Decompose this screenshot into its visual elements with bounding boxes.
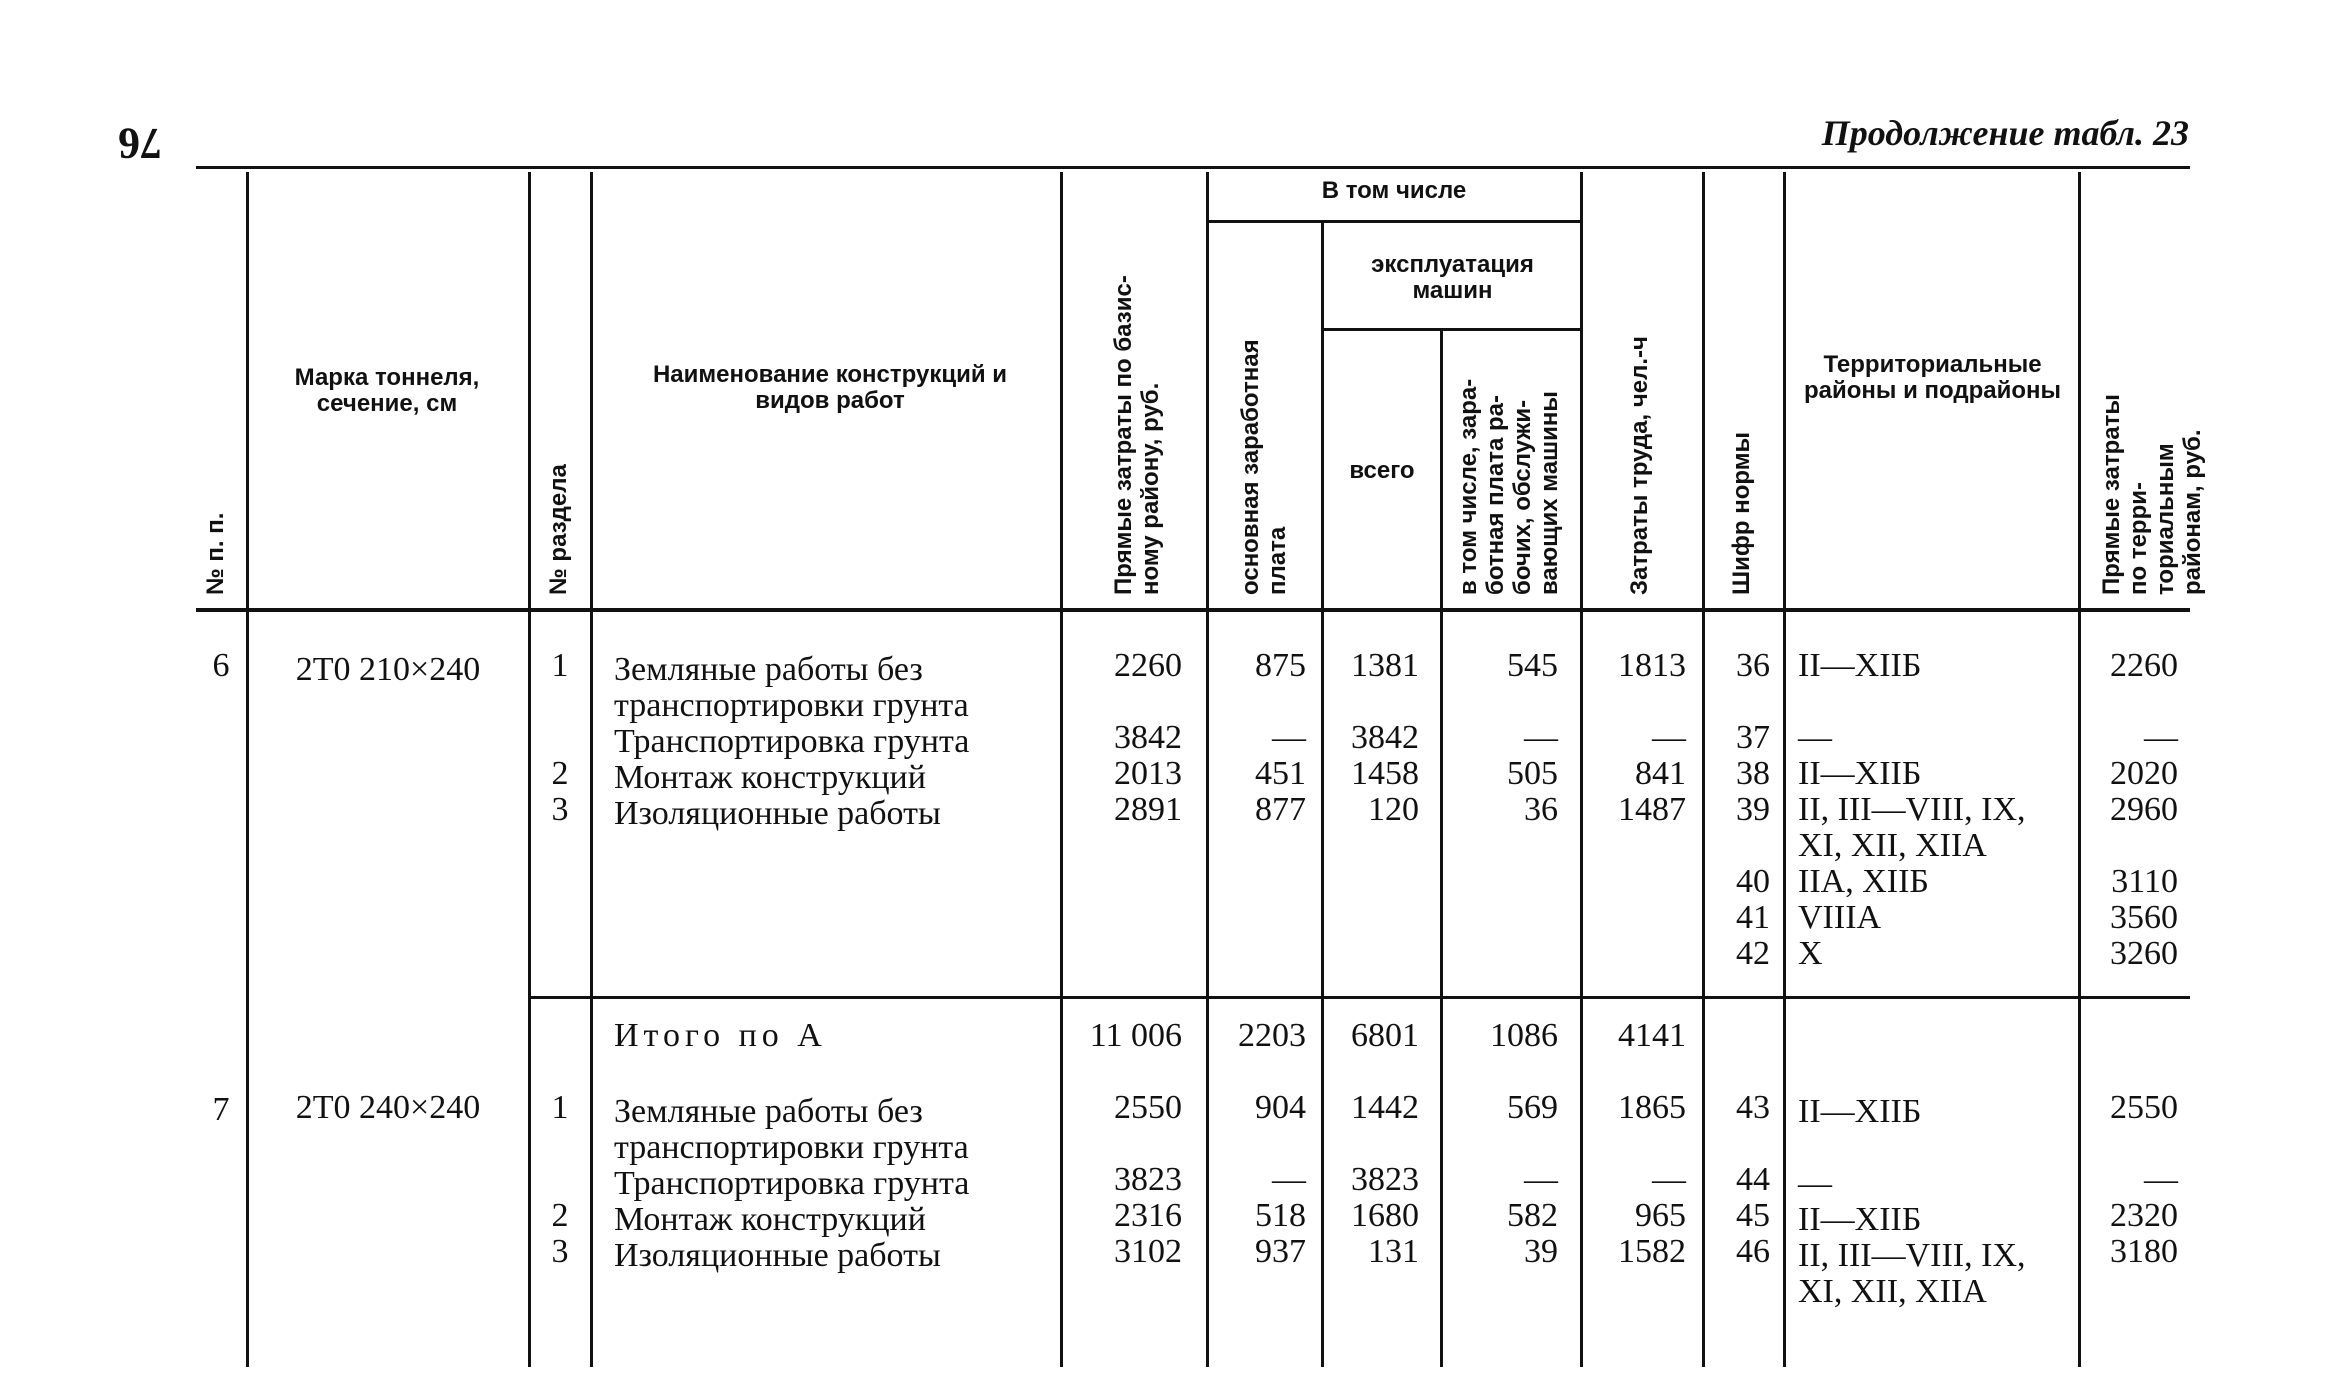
g1-direct-base: 2260 3842 2013 2891	[1114, 647, 1182, 828]
g1-norm-codes: 36 37 38 39 40 41 42	[1736, 647, 1770, 972]
col-line-6	[1321, 222, 1324, 1367]
col-line-8	[1580, 172, 1583, 1367]
col-line-11	[2078, 172, 2081, 1367]
rule-top	[196, 166, 2190, 169]
col-line-9	[1702, 172, 1705, 1367]
header-wage: основная заработная плата	[1237, 339, 1291, 595]
rule-header-bottom	[196, 608, 2190, 612]
header-machines: эксплуатация машин	[1371, 251, 1534, 304]
g1-labor: 1813 — 841 1487	[1618, 647, 1686, 828]
col-line-5	[1206, 172, 1209, 1367]
g2-sections: 1 2 3	[551, 1089, 569, 1270]
g2-regions: II—XIIБ — II—XIIБ II, III—VIII, IX, XI, XII, XIIA	[1798, 1093, 2026, 1310]
subtotal-direct-base: 11 006	[1089, 1017, 1182, 1054]
g1-machines-wage: 545 — 505 36	[1507, 647, 1558, 828]
g2-machines-total: 1442 3823 1680 131	[1351, 1089, 1419, 1270]
g2-direct-base: 2550 3823 2316 3102	[1114, 1089, 1182, 1270]
header-num: № п. п.	[202, 512, 229, 595]
header-name: Наименование конструкций и видов работ	[652, 361, 1008, 414]
row-num-6: 6	[212, 647, 230, 684]
subtotal-labor: 4141	[1618, 1017, 1686, 1054]
page-number: 76	[118, 119, 162, 168]
col-line-4	[1060, 172, 1063, 1367]
row-mark-6: 2Т0 210×240	[295, 651, 481, 688]
g1-machines-total: 1381 3842 1458 120	[1351, 647, 1419, 828]
rule-incl	[1208, 220, 1581, 223]
subtotal-wage: 2203	[1238, 1017, 1306, 1054]
g2-wage: 904 — 518 937	[1255, 1089, 1306, 1270]
g1-work-names: Земляные работы без транспортировки грунта Транспортировка грунта Монтаж конструкций Изоляционные работы	[614, 651, 970, 832]
subtotal-machines-wage: 1086	[1490, 1017, 1558, 1054]
g1-direct-regions: 2260 — 2020 2960 3110 3560 3260	[2110, 647, 2178, 972]
g2-direct-regions: 2550 — 2320 3180	[2110, 1089, 2178, 1270]
header-code: Шифр нормы	[1728, 432, 1755, 595]
header-incl-wage: в том числе, зара- ботная плата ра- бочих, обслужи- вающих машины	[1455, 378, 1563, 595]
subtotal-label: Итого по А	[614, 1017, 827, 1054]
header-total: всего	[1349, 457, 1415, 484]
col-line-10	[1783, 172, 1786, 1367]
header-labor: Затраты труда, чел.-ч	[1626, 336, 1653, 595]
g2-work-names: Земляные работы без транспортировки грунта Транспортировка грунта Монтаж конструкций Изоляционные работы	[614, 1093, 970, 1274]
subtotal-machines-total: 6801	[1351, 1017, 1419, 1054]
col-line-1	[246, 172, 249, 1367]
g2-labor: 1865 — 965 1582	[1618, 1089, 1686, 1270]
g2-norm-codes: 43 44 45 46	[1736, 1089, 1770, 1270]
col-line-3	[590, 172, 593, 1367]
g1-sections: 1 2 3	[551, 647, 569, 828]
header-direct-base: Прямые затраты по базис- ному району, руб.	[1110, 275, 1164, 595]
g1-wage: 875 — 451 877	[1255, 647, 1306, 828]
table-caption: Продолжение табл. 23	[1821, 113, 2189, 153]
header-regions: Территориальные районы и подрайоны	[1804, 351, 2061, 404]
header-mark: Марка тоннеля, сечение, см	[294, 364, 480, 417]
g2-machines-wage: 569 — 582 39	[1507, 1089, 1558, 1270]
header-section: № раздела	[545, 464, 572, 595]
row-mark-7: 2Т0 240×240	[295, 1089, 481, 1126]
header-incl: В том числе	[1321, 177, 1467, 204]
row-num-7: 7	[212, 1091, 230, 1128]
rule-group-split	[530, 996, 2190, 999]
header-direct-regions: Прямые затраты по терри- ториальным районам, руб.	[2098, 394, 2206, 595]
g1-regions: II—XIIБ — II—XIIБ II, III—VIII, IX, XI, XII, XIIA IIА, XIIБ VIIIА X	[1798, 647, 2026, 972]
col-line-2	[528, 172, 531, 1367]
col-line-7	[1440, 330, 1443, 1367]
rule-machines	[1323, 328, 1581, 331]
